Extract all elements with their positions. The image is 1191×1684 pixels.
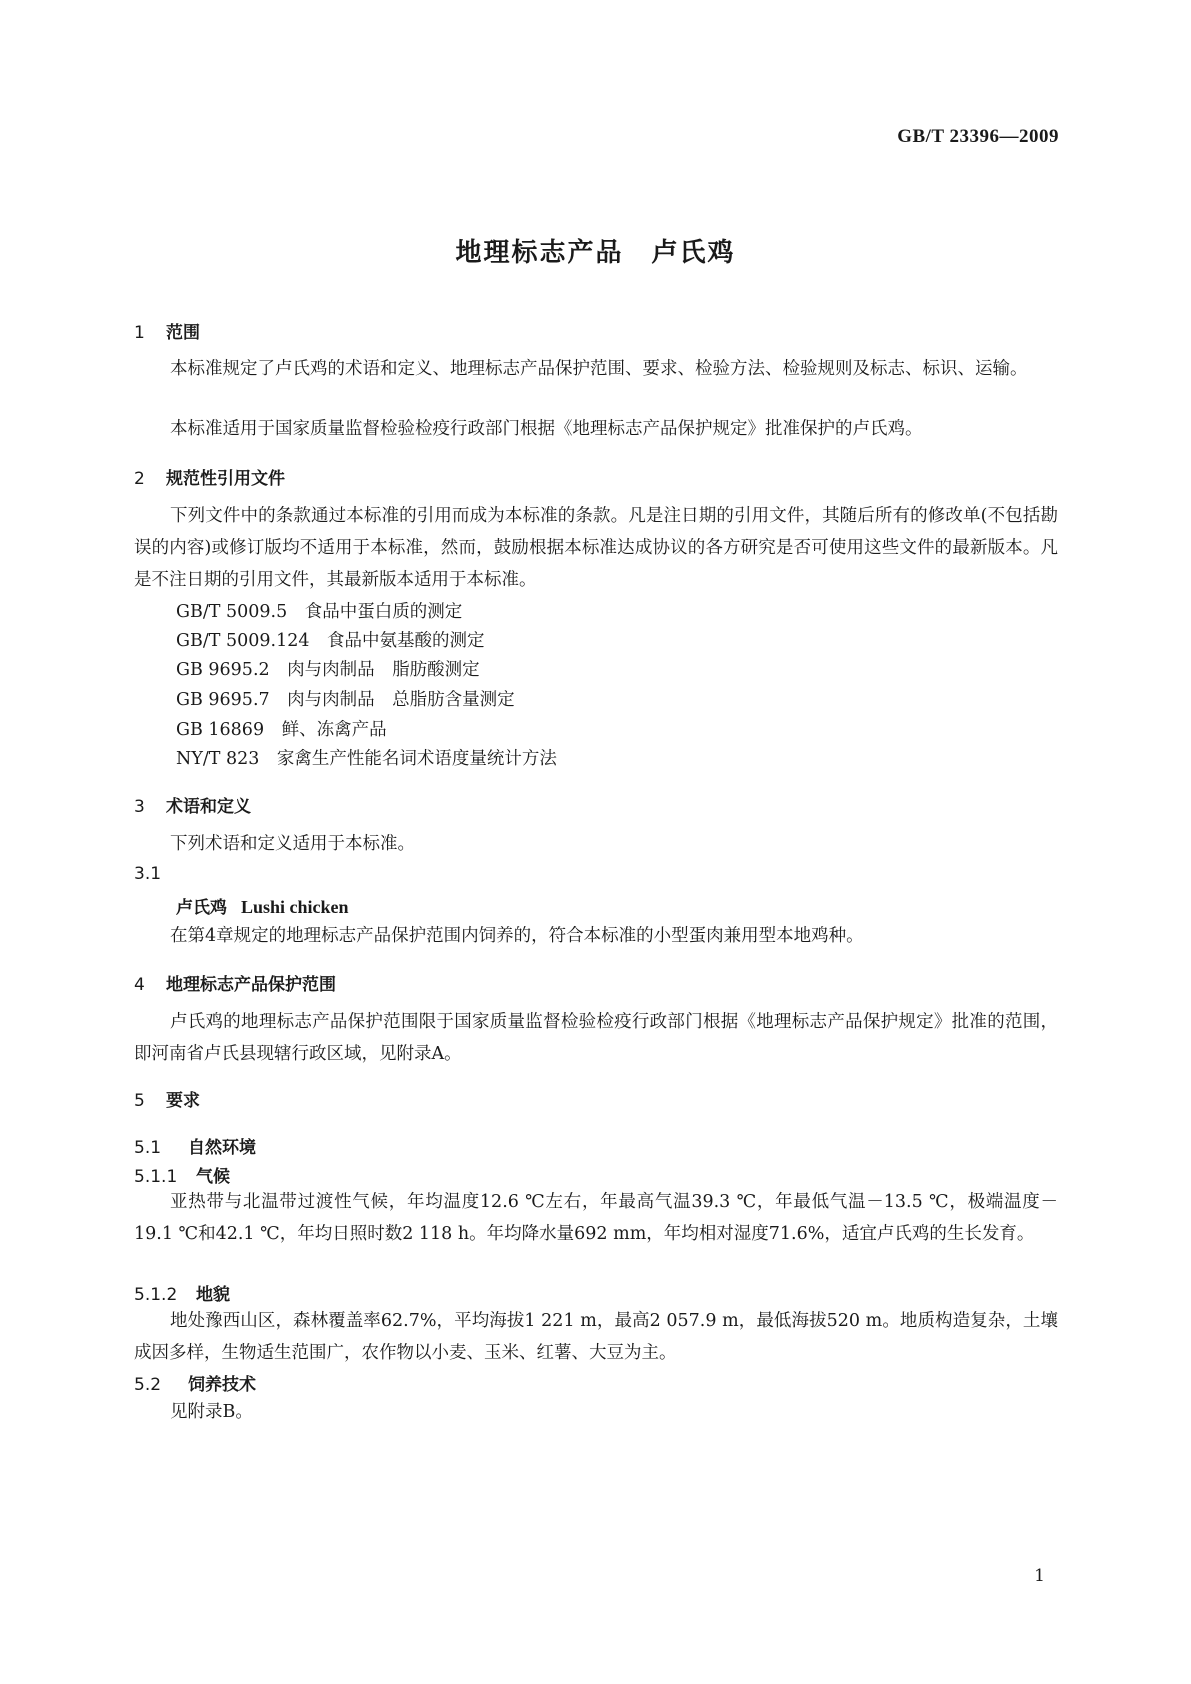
section-title: 范围: [166, 323, 200, 343]
section-title: 规范性引用文件: [166, 469, 285, 489]
subsection-number: 5.1.2: [134, 1285, 178, 1305]
subsection-title: 地貌: [196, 1285, 230, 1305]
landform-paragraph: 地处豫西山区，森林覆盖率62.7%，平均海拔1 221 m，最高2 057.9 m，最低海拔520 m。地质构造复杂，土壤成因多样，生物适生范围广，农作物以小麦、玉米、红薯、大豆为主。: [134, 1311, 1058, 1363]
section-3-heading: [134, 792, 251, 817]
section-1-paragraph-2: 本标准适用于国家质量监督检验检疫行政部门根据《地理标志产品保护规定》批准保护的卢氏鸡。: [170, 419, 923, 439]
normative-reference-item: GB/T 5009.124 食品中氨基酸的测定: [176, 631, 485, 651]
section-2-heading: [134, 464, 285, 489]
feeding-paragraph: 见附录B。: [170, 1402, 253, 1422]
section-number: 3: [134, 797, 145, 817]
section-title: 术语和定义: [166, 797, 251, 817]
section-title: 要求: [166, 1091, 200, 1111]
section-number: 2: [134, 469, 145, 489]
section-1-heading: [134, 318, 200, 343]
term-definition: 在第4章规定的地理标志产品保护范围内饲养的，符合本标准的小型蛋肉兼用型本地鸡种。: [170, 926, 864, 946]
subsection-number: 5.2: [134, 1375, 162, 1395]
section-number: 5: [134, 1091, 145, 1111]
normative-reference-item: GB 9695.2 肉与肉制品 脂肪酸测定: [176, 660, 480, 680]
page-number: 1: [1034, 1566, 1045, 1586]
section-2-paragraph-1: 下列文件中的条款通过本标准的引用而成为本标准的条款。凡是注日期的引用文件，其随后所有的修改单(不包括勘误的内容)或修订版均不适用于本标准，然而，鼓励根据本标准达成协议的各方研究是否可使用这些文件的最新版本。凡是不注日期的引用文件，其最新版本适用于本标准。: [134, 506, 1058, 590]
standard-code: GB/T 23396—2009: [897, 126, 1059, 147]
section-5-heading: [134, 1086, 200, 1111]
subsection-5-1-1-heading: [134, 1162, 230, 1187]
subsection-5-1-2-heading: [134, 1280, 230, 1305]
section-number: 1: [134, 323, 145, 343]
subsection-number: 5.1: [134, 1138, 162, 1158]
subsection-title: 气候: [196, 1167, 230, 1187]
document-title: 地理标志产品 卢氏鸡: [455, 238, 736, 268]
normative-reference-item: GB 16869 鲜、冻禽产品: [176, 720, 387, 740]
subsection-number: 5.1.1: [134, 1167, 178, 1187]
section-3-paragraph-1: 下列术语和定义适用于本标准。: [170, 834, 415, 854]
section-number: 4: [134, 975, 145, 995]
section-4-paragraph-1: 卢氏鸡的地理标志产品保护范围限于国家质量监督检验检疫行政部门根据《地理标志产品保护规定》批准的范围，即河南省卢氏县现辖行政区域，见附录A。: [134, 1012, 1058, 1064]
subsection-3-1-number: 3.1: [134, 864, 162, 884]
term-entry: [176, 893, 349, 918]
section-4-heading: [134, 970, 336, 995]
subsection-5-1-heading: [134, 1133, 256, 1158]
term-english: Lushi chicken: [241, 897, 349, 917]
normative-reference-item: GB/T 5009.5 食品中蛋白质的测定: [176, 602, 463, 622]
section-1-paragraph-1: 本标准规定了卢氏鸡的术语和定义、地理标志产品保护范围、要求、检验方法、检验规则及标志、标识、运输。: [170, 359, 1028, 379]
term-chinese: 卢氏鸡: [176, 898, 227, 918]
section-title: 地理标志产品保护范围: [166, 975, 336, 995]
subsection-title: 饲养技术: [188, 1375, 256, 1395]
normative-reference-item: GB 9695.7 肉与肉制品 总脂肪含量测定: [176, 690, 515, 710]
subsection-5-2-heading: [134, 1370, 256, 1395]
climate-paragraph: 亚热带与北温带过渡性气候，年均温度12.6 ℃左右，年最高气温39.3 ℃，年最低气温－13.5 ℃，极端温度－19.1 ℃和42.1 ℃，年均日照时数2 118 h。年均降水量692 mm，年均相对湿度71.6%，适宜卢氏鸡的生长发育。: [134, 1192, 1058, 1244]
subsection-title: 自然环境: [188, 1138, 256, 1158]
normative-reference-item: NY/T 823 家禽生产性能名词术语度量统计方法: [176, 749, 557, 769]
